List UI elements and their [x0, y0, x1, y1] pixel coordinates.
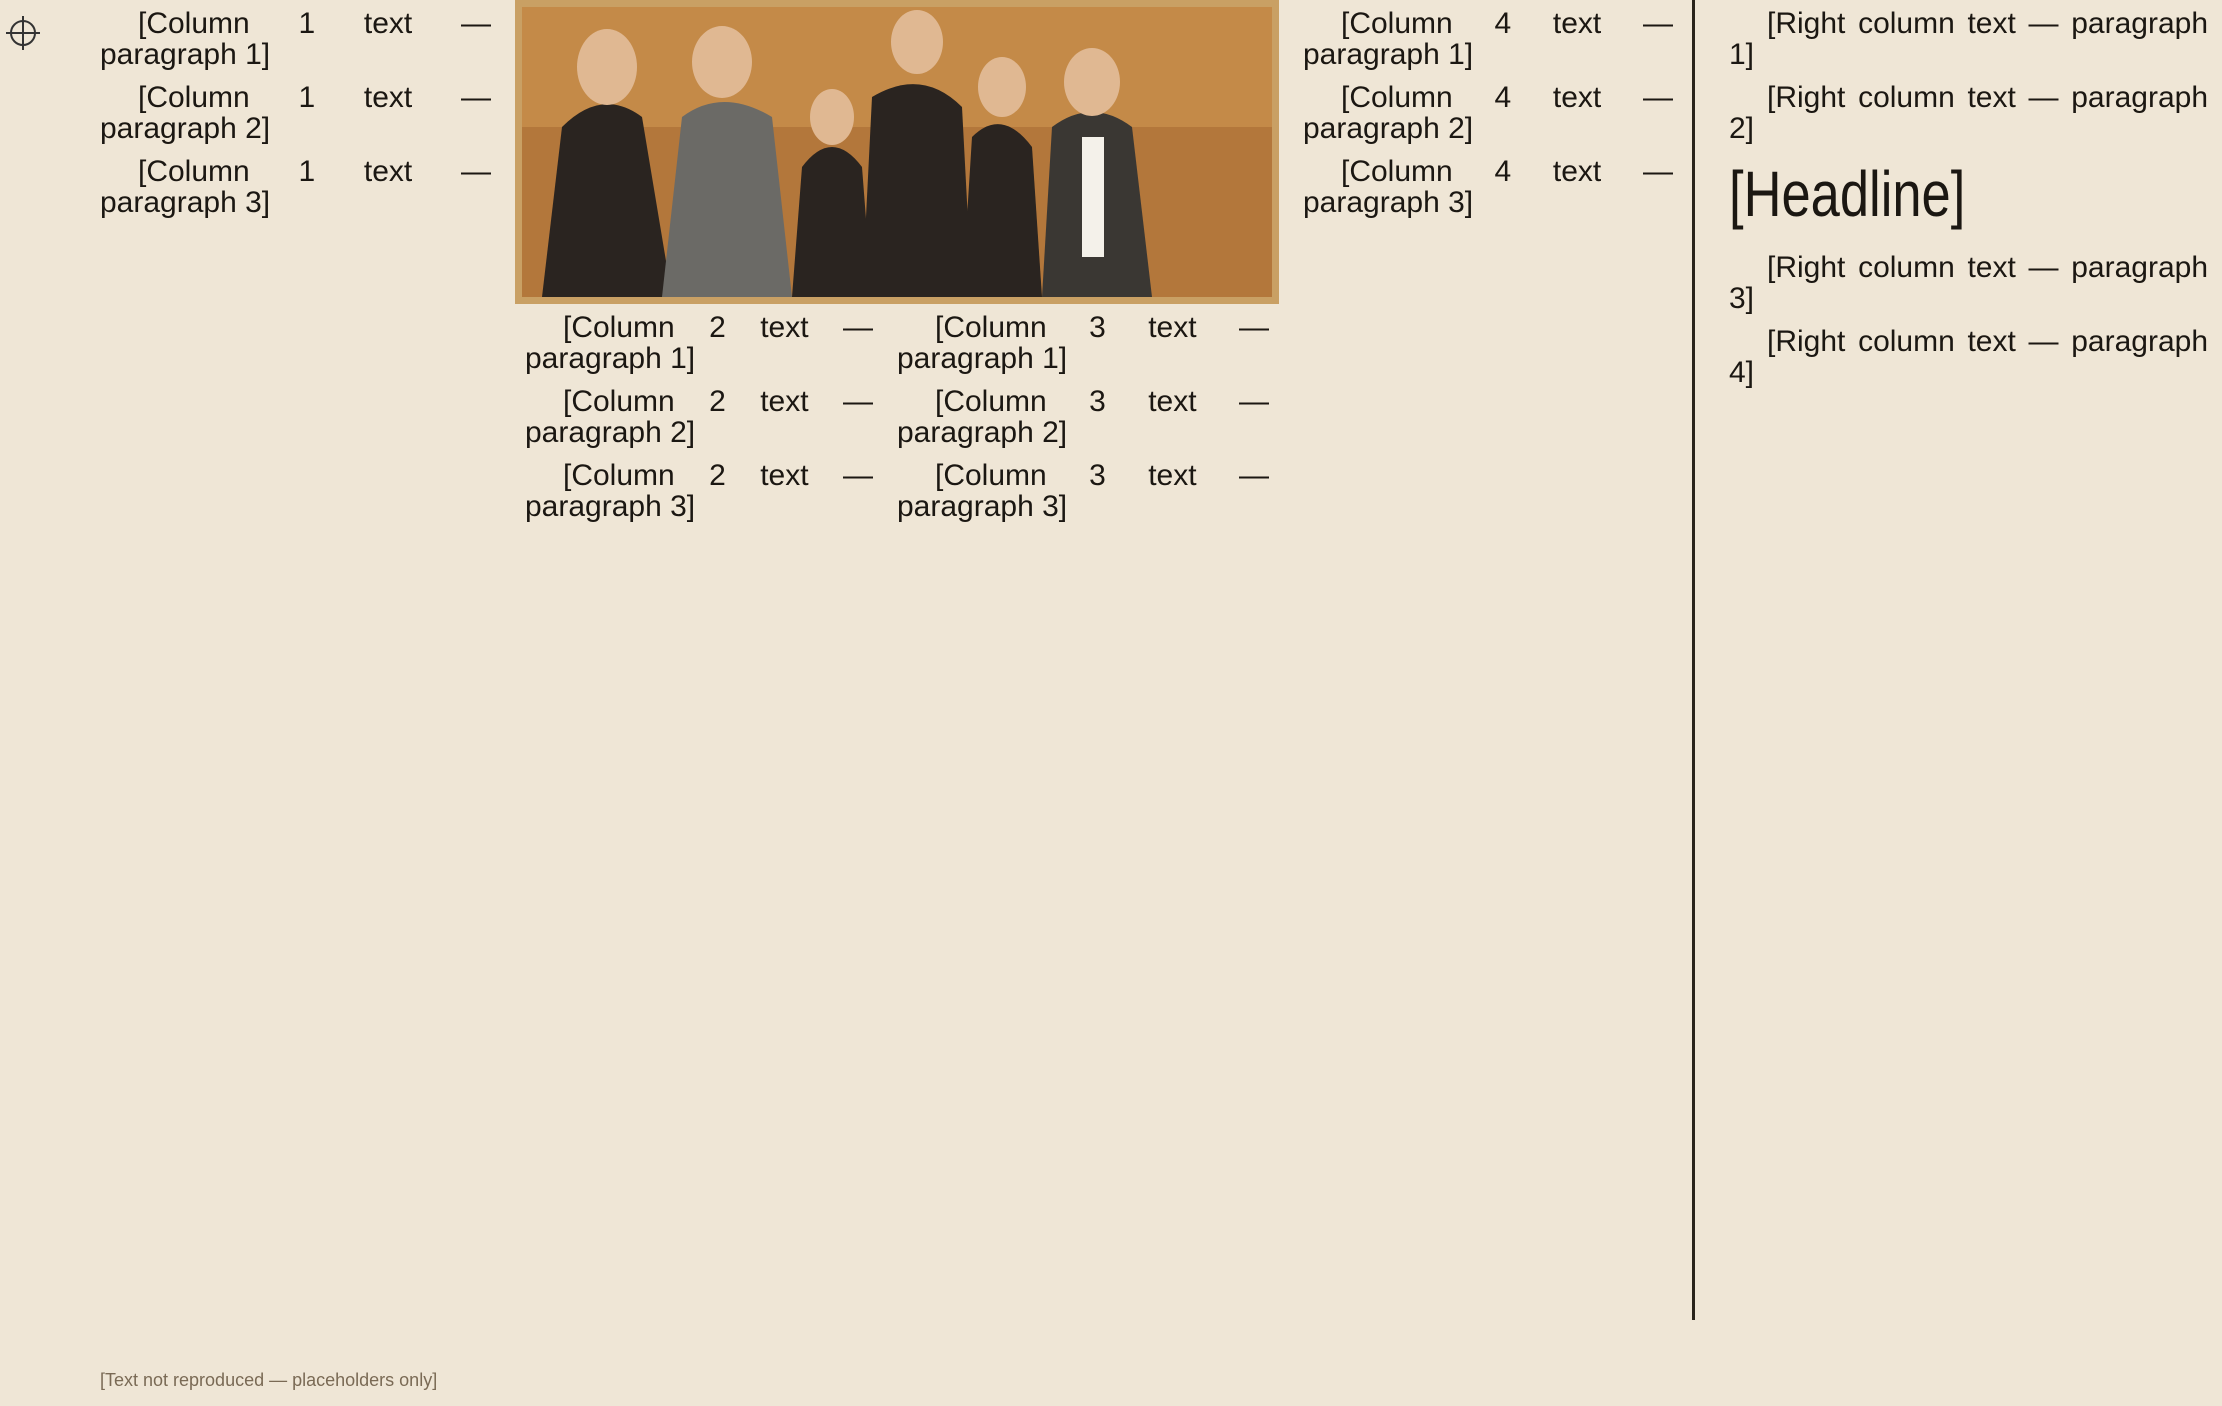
placeholder-note: [Text not reproduced — placeholders only]	[100, 1370, 438, 1390]
column-3-paragraph: [Column 3 text — paragraph 2]	[897, 385, 1269, 449]
sidebar-paragraph: [Right column text — paragraph 4]	[1729, 325, 2208, 389]
column-4-paragraph: [Column 4 text — paragraph 1]	[1303, 7, 1673, 71]
sidebar-paragraph: [Right column text — paragraph 3]	[1729, 251, 2208, 315]
article-column-4	[1279, 0, 1687, 1406]
sidebar-article	[1707, 0, 2222, 1406]
sidebar-paragraph: [Right column text — paragraph 2]	[1729, 81, 2208, 145]
article-column-2	[515, 0, 887, 1406]
column-2-paragraph: [Column 2 text — paragraph 1]	[525, 311, 873, 375]
column-4-paragraph: [Column 4 text — paragraph 3]	[1303, 155, 1673, 219]
sidebar-paragraph: [Right column text — paragraph 1]	[1729, 7, 2208, 71]
column-3-paragraph: [Column 3 text — paragraph 1]	[897, 311, 1269, 375]
column-1-paragraph: [Column 1 text — paragraph 2]	[100, 81, 491, 145]
column-2-paragraph: [Column 2 text — paragraph 3]	[525, 459, 873, 523]
column-4-paragraph: [Column 4 text — paragraph 2]	[1303, 81, 1673, 145]
column-3-paragraph: [Column 3 text — paragraph 3]	[897, 459, 1269, 523]
column-2-paragraph: [Column 2 text — paragraph 2]	[525, 385, 873, 449]
sidebar-headline: [Headline]	[1729, 158, 1966, 230]
column-1-paragraph: [Column 1 text — paragraph 1]	[100, 7, 491, 71]
article-column-1	[0, 0, 515, 1406]
column-divider	[1692, 0, 1695, 1320]
article-column-3	[887, 0, 1279, 1406]
column-1-paragraph: [Column 1 text — paragraph 3]	[100, 155, 491, 219]
